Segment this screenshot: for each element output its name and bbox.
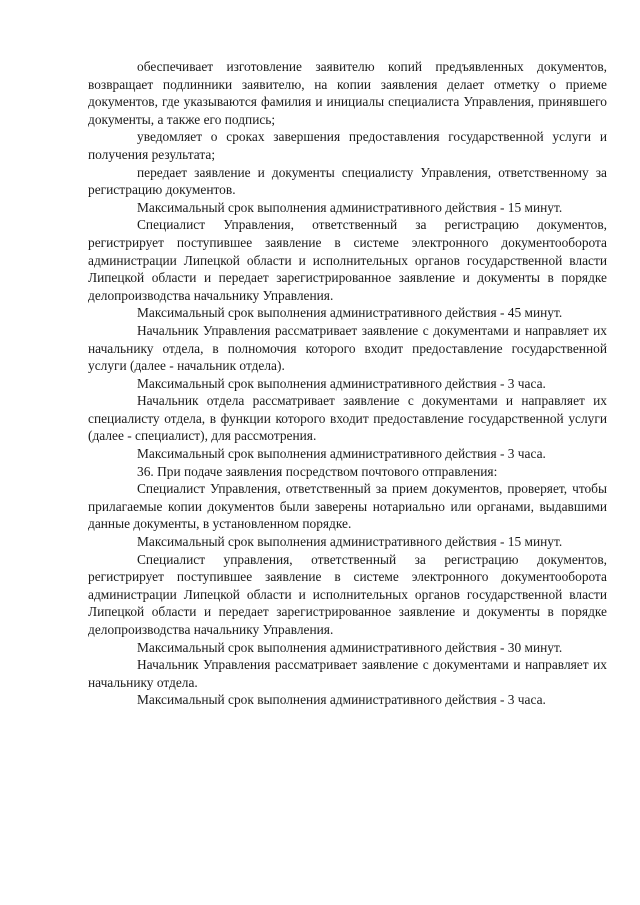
paragraph-department-head-review: Начальник отдела рассматривает заявление с документами и направляет их специалисту отдела, в функции которого входит предоставление государственной услуги (далее - специалист), для рассмотрения. — [88, 393, 607, 444]
paragraph-head-review: Начальник Управления рассматривает заявление с документами и направляет их начальнику отдела, в полномочия которого входит предоставление государственной услуги (далее - начальник отдела). — [88, 322, 607, 374]
paragraph-max-time-15-min: Максимальный срок выполнения административного действия - 15 минут. — [137, 199, 563, 215]
paragraph-max-time-30-min: Максимальный срок выполнения административного действия - 30 минут. — [137, 639, 563, 655]
paragraph-max-time-3-hours: Максимальный срок выполнения административного действия - 3 часа. — [137, 692, 546, 708]
paragraph-copies-verification: Специалист Управления, ответственный за прием документов, проверяет, чтобы прилагаемые копии документов были заверены нотариально или органами, выдавшими данные документы, в установленном порядке. — [88, 481, 607, 532]
paragraph-head-forwarding: Начальник Управления рассматривает заявление с документами и направляет их начальнику отдела. — [88, 657, 607, 690]
paragraph-max-time-3-hours: Максимальный срок выполнения административного действия - 3 часа. — [137, 446, 546, 462]
paragraph-max-time-15-min: Максимальный срок выполнения административного действия - 15 минут. — [137, 534, 563, 550]
paragraph-notify-deadlines: уведомляет о сроках завершения предоставления государственной услуги и получения результата; — [88, 129, 607, 162]
paragraph-max-time-45-min: Максимальный срок выполнения административного действия - 45 минут. — [137, 305, 563, 321]
paragraph-copies-issuance: обеспечивает изготовление заявителю копий предъявленных документов, возвращает подлинники заявителю, на копии заявления делает отметку о приеме документов, где указываются фамилия и инициалы специалиста Управления, принявшего документы, а также его подпись; — [88, 59, 607, 127]
document-body — [88, 58, 607, 709]
paragraph-transfer-to-registrar: передает заявление и документы специалисту Управления, ответственному за регистрацию документов. — [88, 164, 607, 198]
paragraph-registration-postal: Специалист управления, ответственный за регистрацию документов, регистрирует поступившее заявление в системе электронного документооборота администрации Липецкой области и исполнительных органов государственной власти Липецкой области и передает зарегистрированное заявление и документы в порядке делопроизводства начальнику Управления. — [88, 551, 607, 637]
paragraph-max-time-3-hours: Максимальный срок выполнения административного действия - 3 часа. — [137, 375, 546, 391]
paragraph-registration: Специалист Управления, ответственный за регистрацию документов, регистрирует поступившее заявление в системе электронного документооборота администрации Липецкой области и исполнительных органов государственной власти Липецкой области и передает зарегистрированное заявление и документы в порядке делопроизводства начальнику Управления. — [88, 217, 607, 303]
paragraph-section-36-heading: 36. При подаче заявления посредством почтового отправления: — [137, 463, 498, 479]
